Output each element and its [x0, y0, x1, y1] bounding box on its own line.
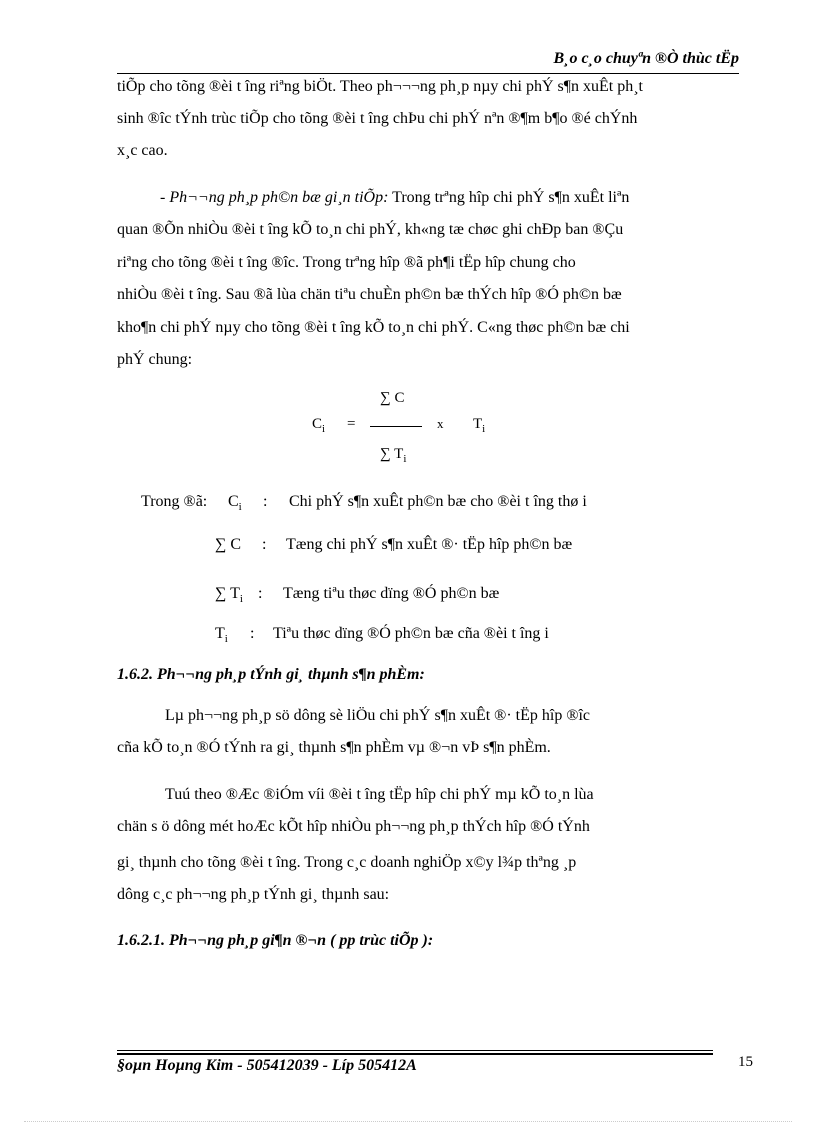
method-text: Trong trªng hîp chi phÝ s¶n xuÊt liªn: [388, 189, 630, 206]
definition-colon: :: [263, 493, 268, 510]
definition-symbol: $T_i$: [215, 625, 228, 646]
definition-text: Tæng tiªu thøc dïng ®Ó ph©n bæ: [283, 585, 500, 602]
formula-equals: =: [347, 416, 356, 432]
definition-symbol: ∑ C: [215, 536, 242, 553]
paragraph-line: cña kÕ to¸n ®Ó tÝnh ra gi¸ thµnh s¶n phÈm vµ ®¬n vÞ s¶n phÈm.: [117, 739, 551, 756]
paragraph-line: nhiÒu ®èi t îng. Sau ®ã lùa chän tiªu chuÈn ph©n bæ thÝch hîp ®Ó ph©n bæ: [117, 286, 622, 303]
paragraph-line: sinh ®îc tÝnh trùc tiÕp cho tõng ®èi t îng chÞu chi phÝ nªn ®¶m b¶o ®é chÝnh: [117, 110, 638, 127]
paragraph-line: quan ®Õn nhiÒu ®èi t îng kÕ to¸n chi phÝ, kh«ng tæ chøc ghi chÐp ban ®Çu: [117, 221, 624, 238]
paragraph-line: dông c¸c ph¬¬ng ph¸p tÝnh gi¸ thµnh sau:: [117, 886, 390, 903]
formula-fraction-line: [370, 426, 422, 427]
method-title: - Ph¬¬ng ph¸p ph©n bæ gi¸n tiÕp:: [160, 189, 389, 206]
definition-colon: :: [258, 585, 263, 602]
formula-numerator: ∑ C: [380, 390, 405, 406]
definition-text: Tiªu thøc dïng ®Ó ph©n bæ cña ®èi t îng i: [273, 625, 549, 642]
running-header: B¸o c¸o chuyªn ®Ò thùc tËp: [553, 50, 739, 67]
paragraph-line: kho¶n chi phÝ nµy cho tõng ®èi t îng kÕ to¸n chi phÝ. C«ng thøc ph©n bæ chi: [117, 319, 630, 336]
paragraph-line: Lµ ph¬¬ng ph¸p sö dông sè liÖu chi phÝ s¶n xuÊt ®· tËp hîp ®îc: [165, 707, 591, 724]
definition-colon: :: [250, 625, 255, 642]
definition-text: Chi phÝ s¶n xuÊt ph©n bæ cho ®èi t îng thø i: [289, 493, 587, 510]
paragraph-line: [160, 188, 740, 208]
footer-rule: [117, 1050, 713, 1051]
paragraph-line: chän s ö dông mét hoÆc kÕt hîp nhiÒu ph¬¬ng ph¸p thÝch hîp ®Ó tÝnh: [117, 818, 590, 835]
definition-symbol: $C_i$: [228, 493, 242, 514]
paragraph-line: Tuú theo ®Æc ®iÓm víi ®èi t îng tËp hîp chi phÝ mµ kÕ to¸n lùa: [165, 786, 594, 803]
header-rule: [117, 73, 739, 74]
paragraph-line: gi¸ thµnh cho tõng ®èi t îng. Trong c¸c doanh nghiÖp x©y l¾p thªng ¸p: [117, 854, 577, 871]
paragraph-line: phÝ chung:: [117, 351, 193, 368]
section-heading: 1.6.2. Ph¬¬ng ph¸p tÝnh gi¸ thµnh s¶n phÈm:: [117, 666, 425, 683]
formula-rhs: $T_i$: [473, 416, 486, 435]
formula-lhs: $C_i$: [312, 416, 326, 435]
definition-colon: :: [262, 536, 267, 553]
formula-denominator: ∑ $T_i$: [380, 446, 407, 465]
formula-times: x: [437, 416, 444, 431]
paragraph-line: x¸c cao.: [117, 142, 168, 159]
footer-author: §oµn Hoµng Kim - 505412039 - Líp 505412A: [117, 1057, 417, 1074]
page-edge-dots: [24, 1121, 792, 1122]
paragraph-line: riªng cho tõng ®èi t îng ®îc. Trong trªng hîp ®ã ph¶i tËp hîp chung cho: [117, 254, 576, 271]
page-number: 15: [738, 1054, 753, 1070]
definitions-intro: Trong ®ã:: [141, 493, 208, 510]
section-heading: 1.6.2.1. Ph¬¬ng ph¸p gi¶n ®¬n ( pp trùc tiÕp ):: [117, 932, 434, 949]
paragraph-line: tiÕp cho tõng ®èi t îng riªng biÖt. Theo ph¬¬¬ng ph¸p nµy chi phÝ s¶n xuÊt ph¸t: [117, 78, 643, 95]
definition-text: Tæng chi phÝ s¶n xuÊt ®· tËp hîp ph©n bæ: [286, 536, 573, 553]
footer-rule: [117, 1053, 713, 1055]
definition-symbol: ∑ $T_i$: [215, 585, 243, 606]
